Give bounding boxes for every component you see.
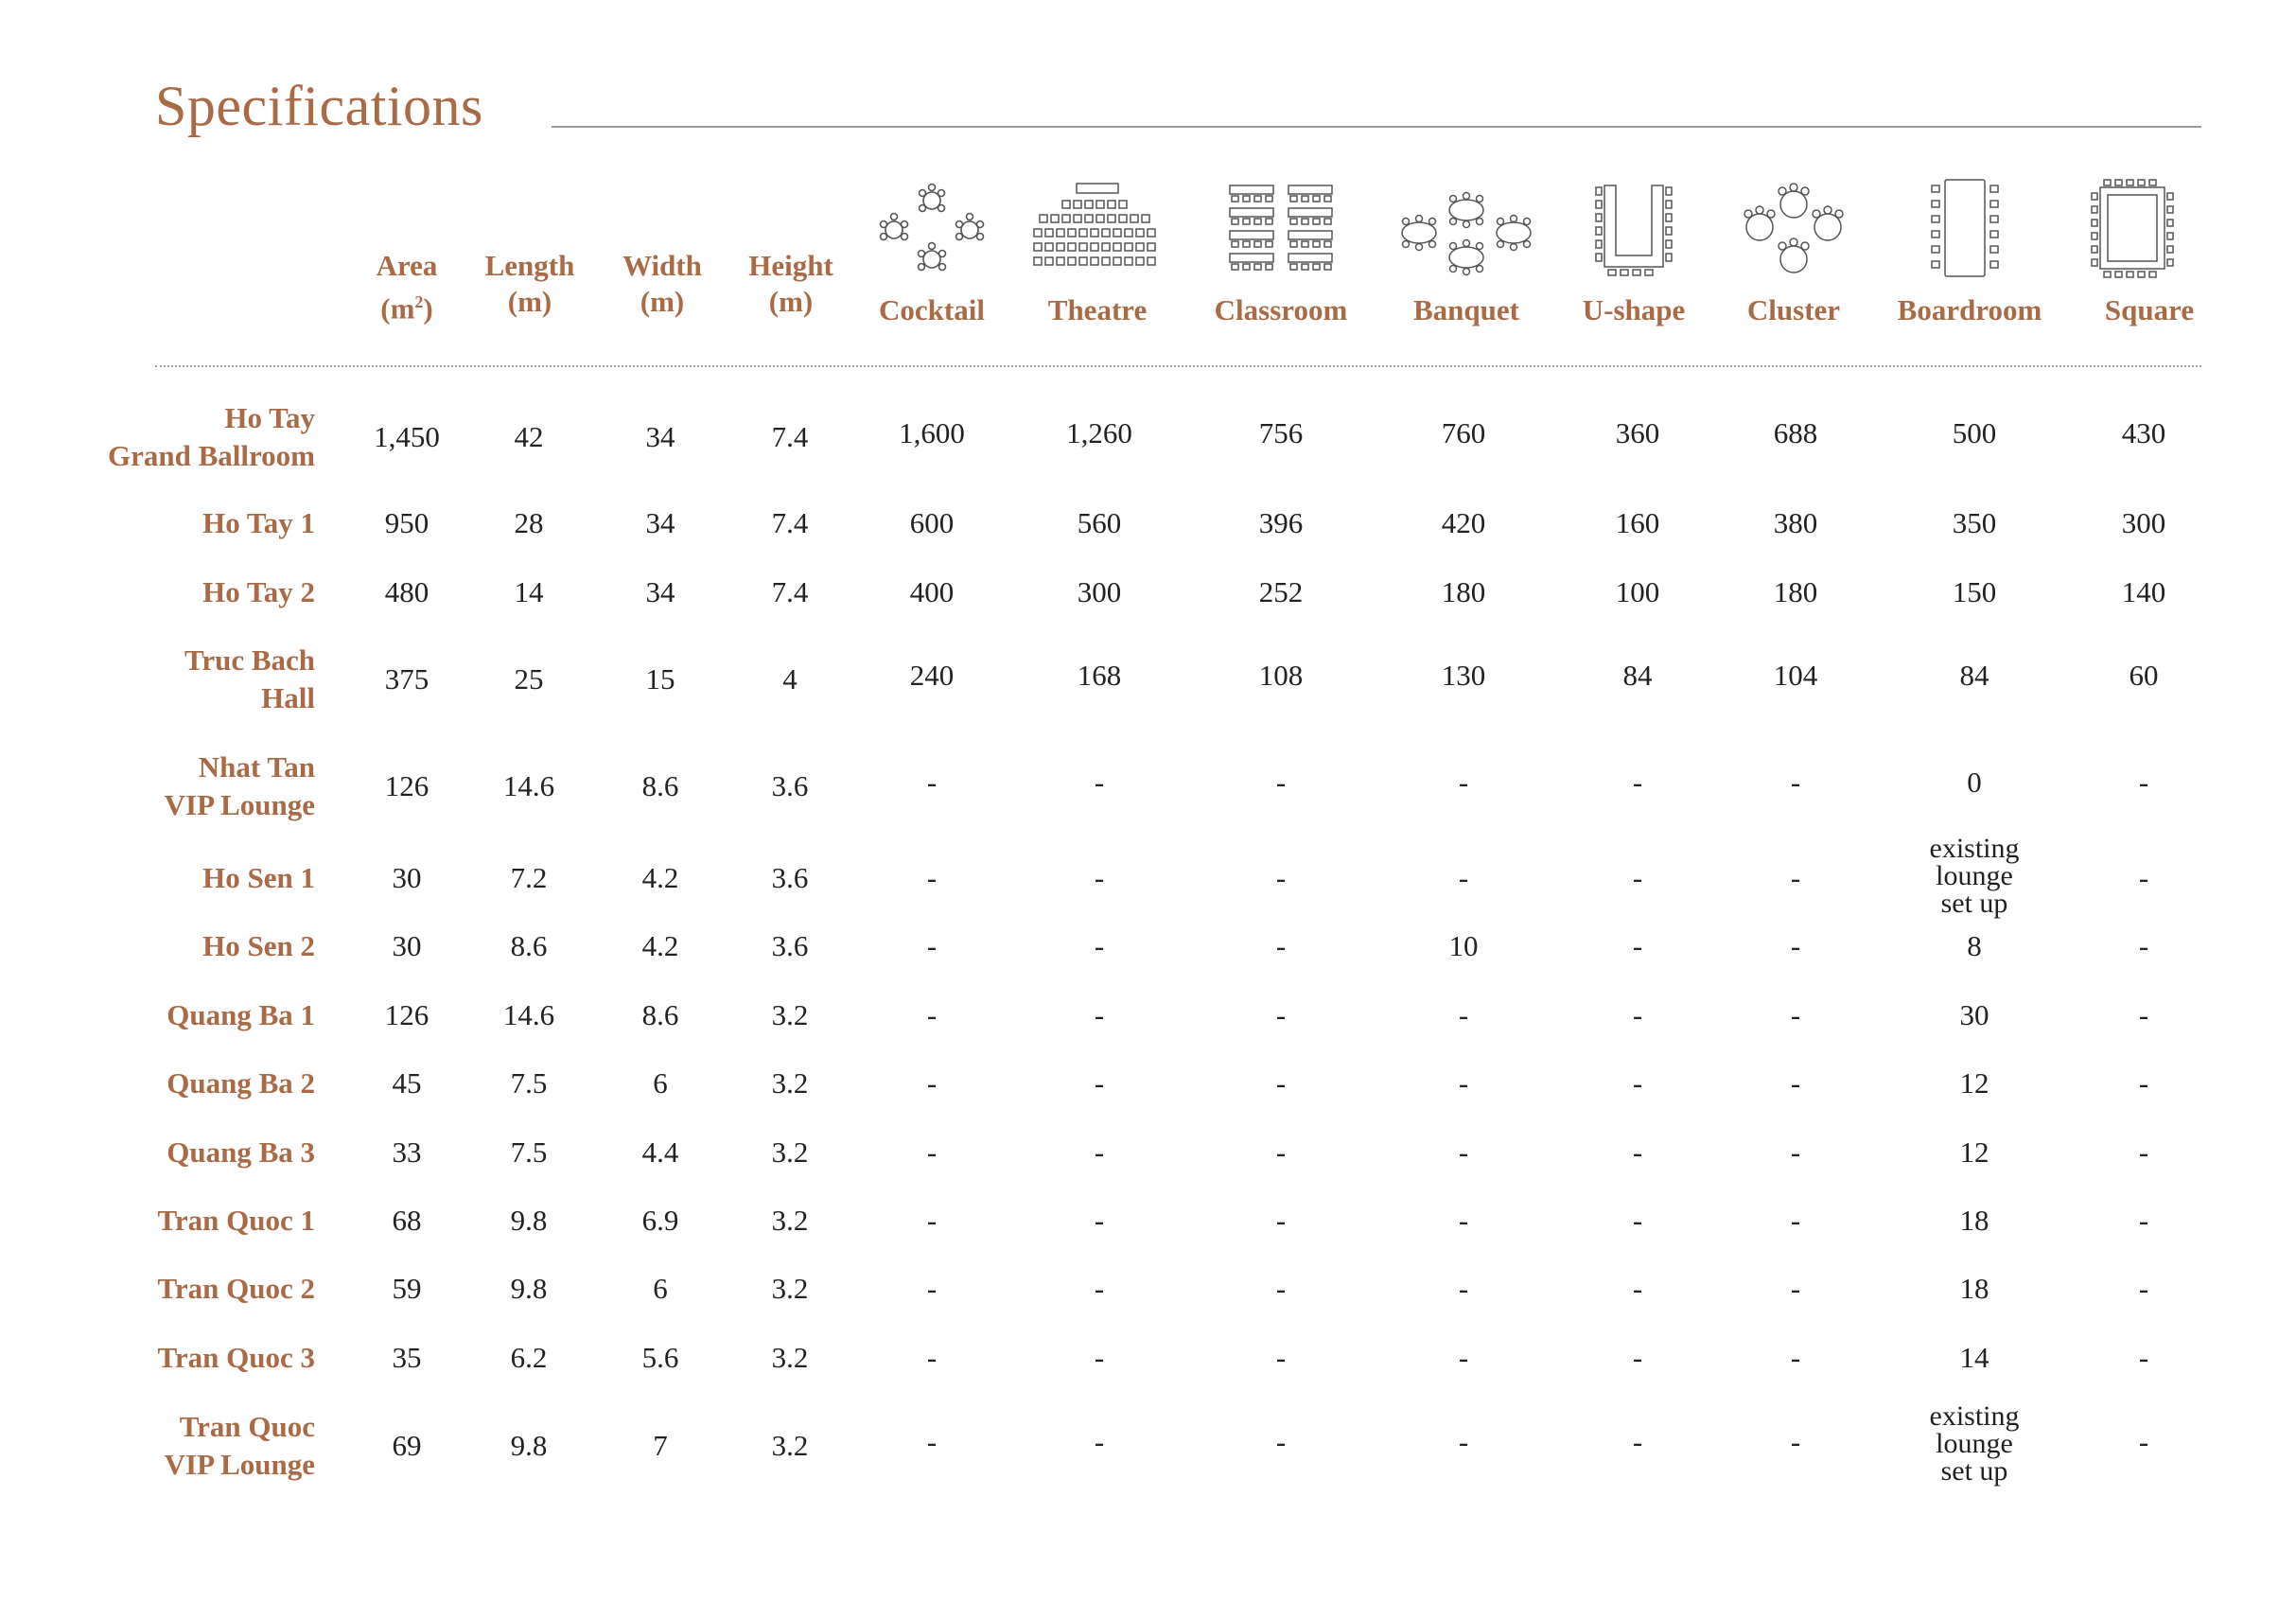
table-cell: 108 — [1258, 659, 1304, 692]
table-cell: 84 — [1622, 659, 1653, 692]
table-cell: 5.6 — [641, 1341, 679, 1374]
row-label-line: Quang Ba 3 — [167, 1135, 315, 1169]
table-cell: - — [1275, 1425, 1287, 1458]
row-label — [108, 399, 315, 475]
table-cell: - — [1094, 998, 1105, 1031]
table-cell: - — [1790, 998, 1801, 1031]
table-cell: 600 — [909, 506, 955, 539]
table-cell: - — [2138, 929, 2149, 962]
table-cell: - — [1458, 1272, 1469, 1305]
cocktail-layout-icon — [870, 180, 993, 284]
table-cell: - — [1632, 1204, 1643, 1237]
banquet-layout-icon — [1394, 187, 1538, 278]
table-cell: 300 — [2121, 506, 2166, 539]
table-cell: 7.2 — [510, 861, 548, 894]
table-cell: - — [2138, 766, 2149, 799]
table-cell: - — [1094, 1341, 1105, 1374]
table-cell: 760 — [1441, 416, 1486, 449]
table-cell: - — [1094, 929, 1105, 962]
theatre-layout-icon — [1031, 182, 1164, 276]
table-cell: - — [1632, 1135, 1643, 1169]
boardroom-layout-icon — [1924, 178, 2006, 280]
table-cell: 8.6 — [641, 998, 679, 1031]
row-label-line: Nhat Tan — [198, 750, 315, 783]
table-cell: - — [2138, 861, 2149, 894]
table-cell-note — [1899, 835, 2050, 917]
row-label-line: Quang Ba 2 — [167, 1066, 315, 1100]
row-label — [165, 748, 315, 824]
table-cell: 3.6 — [771, 929, 809, 962]
row-label-line: Ho Tay 1 — [202, 506, 315, 539]
table-cell: 30 — [392, 861, 422, 894]
row-label — [165, 1408, 315, 1484]
table-cell: 950 — [384, 506, 429, 539]
table-cell: 240 — [909, 659, 955, 692]
table-cell: 9.8 — [510, 1204, 548, 1237]
table-cell: 6 — [653, 1272, 668, 1305]
table-cell: - — [1275, 1066, 1287, 1100]
table-cell: - — [1275, 1204, 1287, 1237]
table-cell: - — [1275, 861, 1287, 894]
note-line: existing — [1929, 833, 2020, 864]
row-label-line: VIP Lounge — [164, 788, 315, 821]
table-cell: - — [1458, 861, 1469, 894]
table-cell: - — [926, 929, 938, 962]
table-cell: 7.4 — [771, 420, 809, 453]
row-label — [184, 642, 315, 717]
table-cell: 14.6 — [502, 998, 555, 1031]
table-cell: - — [1790, 1272, 1801, 1305]
table-cell: - — [1458, 766, 1469, 799]
title-divider — [552, 126, 2201, 128]
table-cell: 1,260 — [1066, 416, 1132, 449]
col-header-boardroom: Boardroom — [1897, 293, 2042, 326]
table-cell: 59 — [392, 1272, 422, 1305]
table-cell: - — [1094, 1425, 1105, 1458]
table-cell: 420 — [1441, 506, 1486, 539]
note-line: set up — [1940, 888, 2008, 919]
table-cell: - — [1632, 766, 1643, 799]
table-cell: 8 — [1967, 929, 1982, 962]
table-cell: 30 — [1959, 998, 1989, 1031]
table-cell: - — [1275, 766, 1287, 799]
table-cell: 9.8 — [510, 1429, 548, 1462]
table-cell: 350 — [1952, 506, 1997, 539]
table-cell: 180 — [1773, 575, 1818, 608]
row-label-line: Tran Quoc 3 — [157, 1341, 315, 1374]
row-label-line: Tran Quoc 2 — [157, 1272, 315, 1305]
table-cell: - — [1790, 861, 1801, 894]
table-cell: 3.6 — [771, 861, 809, 894]
table-cell: 10 — [1448, 929, 1479, 962]
col-header-cocktail: Cocktail — [879, 293, 985, 326]
table-cell: 7.4 — [771, 506, 809, 539]
note-line: lounge — [1936, 1428, 2013, 1459]
table-cell: - — [1632, 1341, 1643, 1374]
table-cell: - — [2138, 1066, 2149, 1100]
table-cell: - — [1094, 1204, 1105, 1237]
col-header-width — [605, 248, 719, 320]
table-cell: 4.2 — [641, 929, 679, 962]
table-cell: - — [926, 1204, 938, 1237]
page-title: Specifications — [155, 75, 483, 137]
table-cell: - — [1632, 1425, 1643, 1458]
table-cell: 126 — [384, 769, 429, 802]
table-cell: 18 — [1959, 1272, 1989, 1305]
col-header-area-label: Area — [376, 249, 438, 282]
table-cell: 396 — [1258, 506, 1304, 539]
table-cell: 300 — [1077, 575, 1122, 608]
note-line: existing — [1929, 1400, 2020, 1432]
table-cell: - — [1094, 1272, 1105, 1305]
table-cell: 14 — [1959, 1341, 1989, 1374]
table-cell: 6.9 — [641, 1204, 679, 1237]
table-cell: 34 — [645, 420, 675, 453]
header-divider — [155, 365, 2201, 367]
table-cell: 18 — [1959, 1204, 1989, 1237]
col-header-width-label: Width — [622, 249, 702, 282]
row-label-line: Ho Sen 2 — [202, 929, 315, 962]
table-cell: - — [926, 1066, 938, 1100]
table-cell: - — [1094, 861, 1105, 894]
table-cell: 7.5 — [510, 1066, 548, 1100]
table-cell: 688 — [1773, 416, 1818, 449]
table-cell: - — [2138, 1204, 2149, 1237]
row-label — [202, 573, 315, 611]
table-cell: 380 — [1773, 506, 1818, 539]
table-cell: 4.4 — [641, 1135, 679, 1169]
table-cell: 3.2 — [771, 1429, 809, 1462]
col-header-height — [734, 248, 848, 320]
table-cell: 60 — [2129, 659, 2159, 692]
col-header-classroom: Classroom — [1214, 293, 1348, 326]
table-cell: - — [1632, 1272, 1643, 1305]
col-header-u-shape: U-shape — [1582, 293, 1686, 326]
table-cell-note — [1899, 1402, 2050, 1485]
table-cell: - — [1458, 998, 1469, 1031]
row-label-line: Tran Quoc — [179, 1410, 315, 1443]
col-header-height-label: Height — [748, 249, 833, 282]
table-cell: 45 — [392, 1066, 422, 1100]
table-cell: 69 — [392, 1429, 422, 1462]
table-cell: - — [1632, 861, 1643, 894]
col-header-length — [473, 248, 587, 320]
table-cell: - — [1790, 1135, 1801, 1169]
table-cell: - — [926, 1272, 938, 1305]
table-cell: - — [1094, 766, 1105, 799]
row-label-line: Hall — [261, 681, 315, 714]
table-cell: - — [1632, 1066, 1643, 1100]
table-cell: 252 — [1258, 575, 1304, 608]
table-cell: - — [926, 1135, 938, 1169]
row-label-line: Ho Tay 2 — [202, 575, 315, 608]
cluster-layout-icon — [1737, 182, 1850, 280]
table-cell: 9.8 — [510, 1272, 548, 1305]
table-cell: - — [1458, 1066, 1469, 1100]
table-cell: 7 — [653, 1429, 668, 1462]
table-cell: - — [1790, 1425, 1801, 1458]
table-cell: - — [1275, 1341, 1287, 1374]
table-cell: 1,450 — [374, 420, 440, 453]
col-header-area — [359, 248, 454, 326]
table-cell: 6 — [653, 1066, 668, 1100]
table-cell: 480 — [384, 575, 429, 608]
table-cell: 4.2 — [641, 861, 679, 894]
table-cell: - — [2138, 1272, 2149, 1305]
table-cell: - — [1275, 929, 1287, 962]
table-cell: 3.2 — [771, 1272, 809, 1305]
table-cell: - — [1275, 998, 1287, 1031]
table-cell: - — [926, 766, 938, 799]
table-cell: 150 — [1952, 575, 1997, 608]
table-cell: - — [1458, 1341, 1469, 1374]
table-cell: 430 — [2121, 416, 2166, 449]
table-cell: 84 — [1959, 659, 1989, 692]
table-cell: - — [926, 998, 938, 1031]
table-cell: 140 — [2121, 575, 2166, 608]
table-cell: - — [1458, 1204, 1469, 1237]
table-cell: 4 — [782, 662, 797, 695]
table-cell: 14.6 — [502, 769, 555, 802]
col-header-height-unit: (m) — [768, 285, 814, 318]
table-cell: 560 — [1077, 506, 1122, 539]
col-header-width-unit: (m) — [640, 285, 685, 318]
row-label — [167, 1134, 315, 1171]
table-cell: 0 — [1967, 766, 1982, 799]
table-cell: - — [1458, 1135, 1469, 1169]
row-label-line: Ho Sen 1 — [202, 861, 315, 894]
table-cell: 756 — [1258, 416, 1304, 449]
table-cell: - — [1094, 1066, 1105, 1100]
u-shape-layout-icon — [1593, 182, 1674, 280]
table-cell: - — [2138, 1135, 2149, 1169]
row-label-line: Truc Bach — [184, 643, 315, 677]
row-label-line: VIP Lounge — [164, 1448, 315, 1481]
table-cell: 30 — [392, 929, 422, 962]
table-cell: 375 — [384, 662, 429, 695]
table-cell: 3.6 — [771, 769, 809, 802]
table-cell: 104 — [1773, 659, 1818, 692]
table-cell: - — [1632, 929, 1643, 962]
table-cell: 28 — [514, 506, 544, 539]
note-line: lounge — [1936, 860, 2013, 891]
row-label-line: Grand Ballroom — [107, 439, 315, 472]
table-cell: 1,600 — [899, 416, 965, 449]
col-header-banquet: Banquet — [1413, 293, 1519, 326]
table-cell: 7.4 — [771, 575, 809, 608]
col-header-cluster: Cluster — [1746, 293, 1841, 326]
col-header-theatre: Theatre — [1047, 293, 1148, 326]
table-cell: 500 — [1952, 416, 1997, 449]
table-cell: - — [926, 1425, 938, 1458]
table-cell: 3.2 — [771, 1341, 809, 1374]
table-cell: 8.6 — [641, 769, 679, 802]
table-cell: 160 — [1615, 506, 1660, 539]
row-label — [202, 927, 315, 965]
row-label-line: Tran Quoc 1 — [157, 1204, 315, 1237]
row-label — [167, 1065, 315, 1102]
classroom-layout-icon — [1226, 182, 1336, 276]
table-cell: 400 — [909, 575, 955, 608]
col-header-area-unit: $(m^2)$ — [380, 291, 433, 326]
row-label — [158, 1202, 316, 1240]
table-cell: 8.6 — [510, 929, 548, 962]
table-cell: 360 — [1615, 416, 1660, 449]
table-cell: 25 — [514, 662, 544, 695]
table-cell: - — [1790, 766, 1801, 799]
table-cell: - — [1458, 1425, 1469, 1458]
table-cell: - — [1790, 1066, 1801, 1100]
table-cell: 68 — [392, 1204, 422, 1237]
table-cell: 34 — [645, 506, 675, 539]
table-cell: 15 — [645, 662, 675, 695]
table-cell: 3.2 — [771, 1135, 809, 1169]
table-cell: 6.2 — [510, 1341, 548, 1374]
table-cell: 42 — [514, 420, 544, 453]
row-label — [202, 504, 315, 542]
table-cell: - — [2138, 1341, 2149, 1374]
table-cell: - — [926, 1341, 938, 1374]
table-cell: - — [1275, 1135, 1287, 1169]
table-cell: - — [926, 861, 938, 894]
table-cell: - — [1275, 1272, 1287, 1305]
table-cell: - — [2138, 998, 2149, 1031]
square-layout-icon — [2089, 178, 2176, 280]
table-cell: - — [2138, 1425, 2149, 1458]
col-header-square: Square — [2104, 293, 2195, 326]
table-cell: 3.2 — [771, 998, 809, 1031]
row-label — [202, 859, 315, 897]
table-cell: 3.2 — [771, 1066, 809, 1100]
col-header-length-label: Length — [484, 249, 575, 282]
table-cell: 7.5 — [510, 1135, 548, 1169]
table-cell: 180 — [1441, 575, 1486, 608]
table-cell: - — [1790, 929, 1801, 962]
table-cell: - — [1790, 1204, 1801, 1237]
table-cell: 126 — [384, 998, 429, 1031]
table-cell: - — [1632, 998, 1643, 1031]
note-line: set up — [1940, 1455, 2008, 1487]
table-cell: 100 — [1615, 575, 1660, 608]
table-cell: - — [1094, 1135, 1105, 1169]
table-cell: 168 — [1077, 659, 1122, 692]
table-cell: 14 — [514, 575, 544, 608]
table-cell: 130 — [1441, 659, 1486, 692]
row-label — [158, 1270, 316, 1308]
row-label — [158, 1339, 316, 1377]
table-cell: 34 — [645, 575, 675, 608]
table-cell: 33 — [392, 1135, 422, 1169]
table-cell: 12 — [1959, 1066, 1989, 1100]
table-cell: 12 — [1959, 1135, 1989, 1169]
col-header-length-unit: (m) — [507, 285, 552, 318]
table-cell: 35 — [392, 1341, 422, 1374]
row-label-line: Ho Tay — [224, 401, 315, 434]
table-cell: - — [1790, 1341, 1801, 1374]
row-label — [167, 996, 315, 1034]
table-cell: 3.2 — [771, 1204, 809, 1237]
row-label-line: Quang Ba 1 — [167, 998, 315, 1031]
